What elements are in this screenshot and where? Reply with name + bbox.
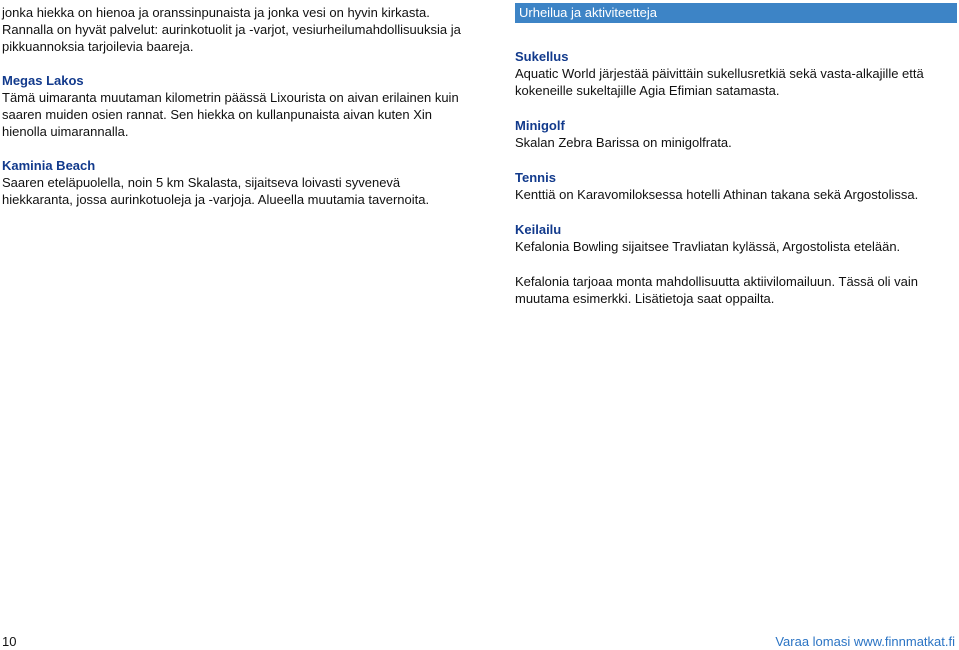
section-body: Saaren eteläpuolella, noin 5 km Skalasta, sijaitseva loivasti syvenevä hiekkaranta, jossa aurinkotuoleja ja -varjoja. Alueella muutamia tavernoita. — [2, 175, 430, 207]
activity-title: Tennis — [515, 170, 556, 185]
section-megas-lakos — [2, 72, 472, 140]
closing-paragraph: Kefalonia tarjoaa monta mahdollisuutta aktiivilomailuun. Tässä oli vain muutama esimerkki. Lisätietoja saat oppailta. — [515, 274, 918, 306]
activity-minigolf — [515, 117, 957, 151]
right-column — [515, 3, 957, 307]
section-body: Tämä uimaranta muutaman kilometrin päässä Lixourista on aivan erilainen kuin saaren muiden osien rannat. Sen hiekka on kullanpunaista aivan kuten Xin hienolla uimarannalla. — [2, 90, 459, 139]
left-column — [2, 4, 472, 225]
section-title: Megas Lakos — [2, 73, 84, 88]
activity-keilailu — [515, 221, 957, 255]
activity-tennis — [515, 169, 957, 203]
section-kaminia-beach — [2, 157, 472, 208]
activities-header: Urheilua ja aktiviteetteja — [515, 3, 957, 23]
activity-title: Minigolf — [515, 118, 565, 133]
activity-body: Aquatic World järjestää päivittäin sukellusretkiä sekä vasta-alkajille että kokeneille sukeltajille Agia Efimian satamasta. — [515, 66, 924, 98]
page-number: 10 — [2, 634, 17, 649]
activity-body: Skalan Zebra Barissa on minigolfrata. — [515, 135, 732, 150]
section-title: Kaminia Beach — [2, 158, 96, 173]
activity-title: Keilailu — [515, 222, 562, 237]
booking-link[interactable]: Varaa lomasi www.finnmatkat.fi — [775, 634, 955, 649]
activity-title: Sukellus — [515, 49, 569, 64]
activity-body: Kefalonia Bowling sijaitsee Travliatan kylässä, Argostolista etelään. — [515, 239, 901, 254]
activity-sukellus — [515, 48, 957, 99]
intro-paragraph: jonka hiekka on hienoa ja oranssinpunaista ja jonka vesi on hyvin kirkasta. Rannalla on hyvät palvelut: aurinkotuolit ja -varjot, vesiurheilumahdollisuuksia ja pikkuannoksia tarjoilevia baareja. — [2, 5, 461, 54]
activity-body: Kenttiä on Karavomiloksessa hotelli Athinan takana sekä Argostolissa. — [515, 187, 919, 202]
